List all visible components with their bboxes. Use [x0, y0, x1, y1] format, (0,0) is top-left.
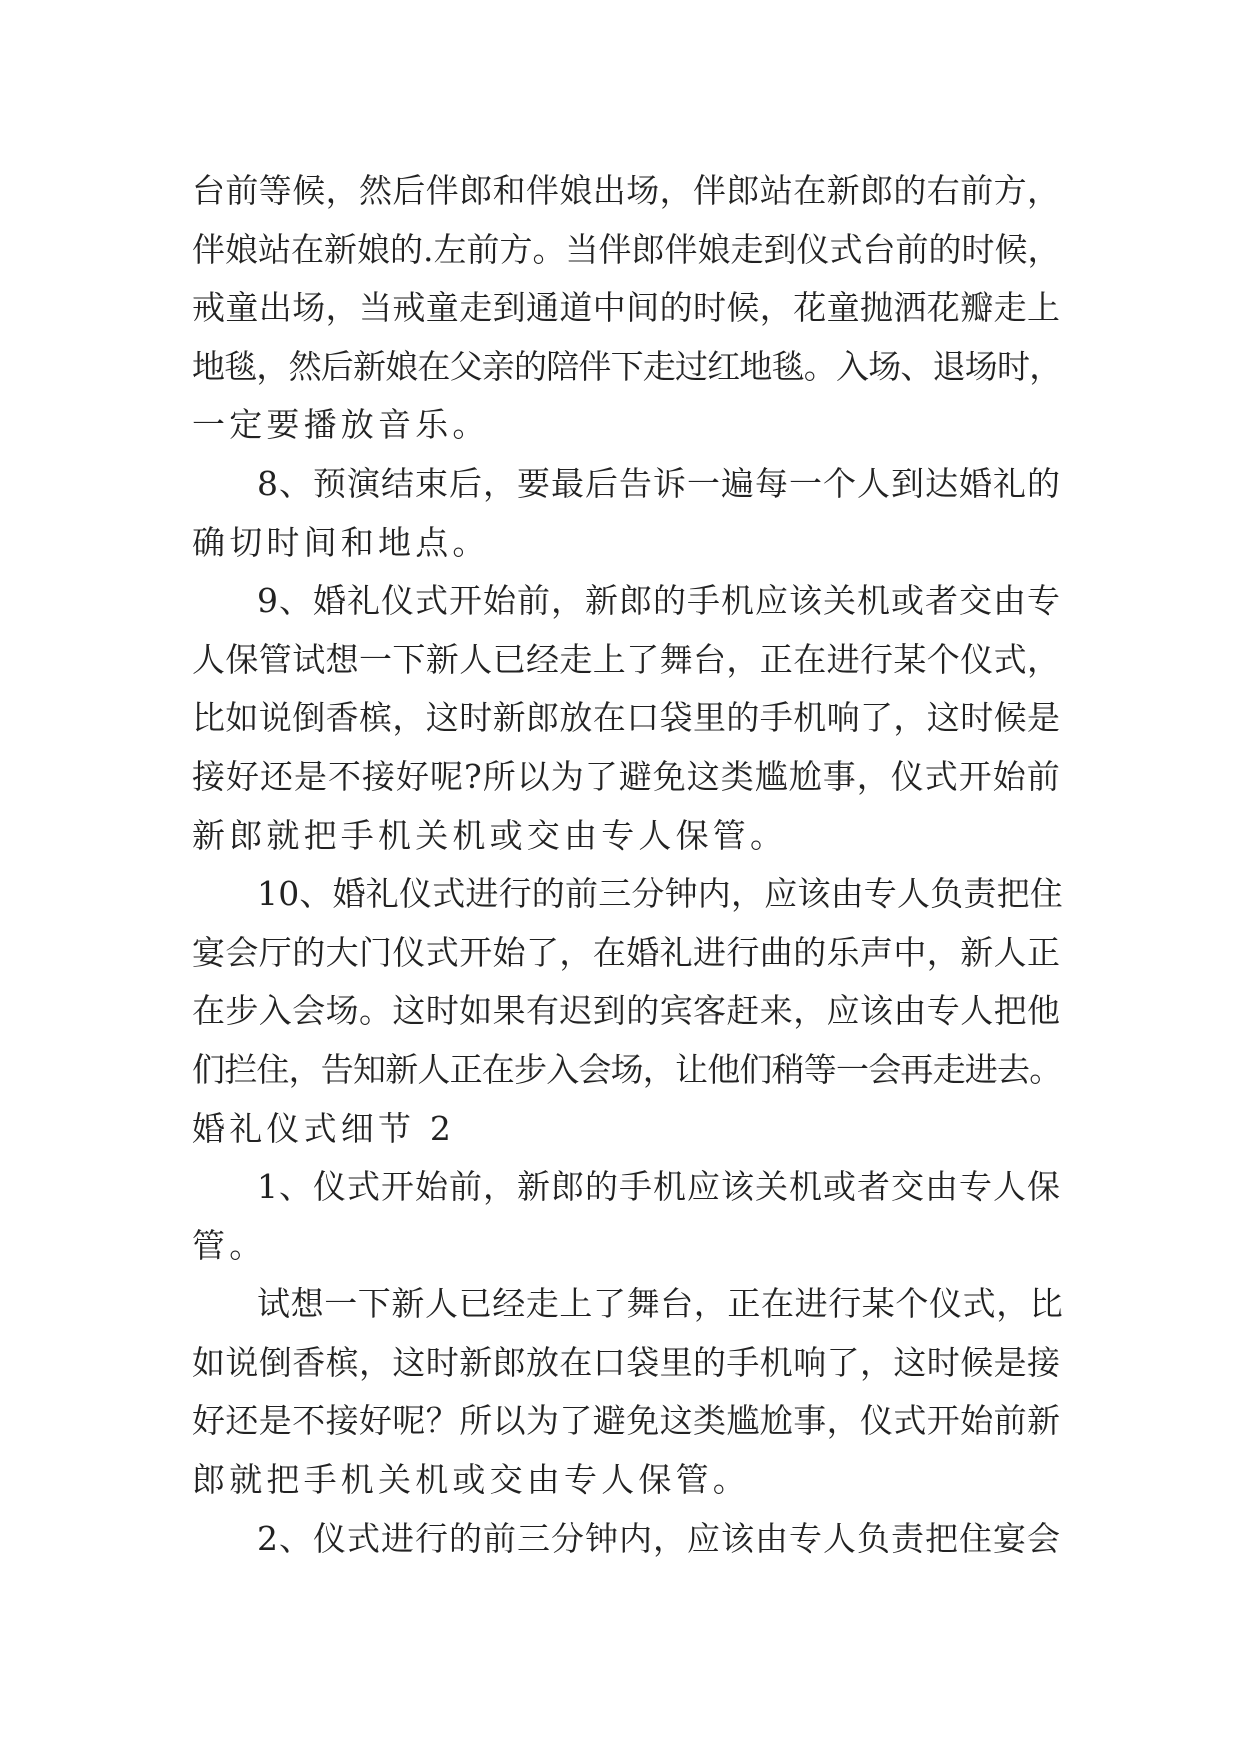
text-line: 接好还是不接好呢?所以为了避免这类尴尬事，仪式开始前: [192, 756, 1061, 796]
text-line: 9、婚礼仪式开始前，新郎的手机应该关机或者交由专: [257, 581, 1061, 621]
text-line: 伴娘站在新娘的.左前方。当伴郎伴娘走到仪式台前的时候，: [192, 229, 1061, 269]
text-line: 10、婚礼仪式进行的前三分钟内，应该由专人负责把住: [257, 874, 1063, 914]
text-line: 好还是不接好呢？所以为了避免这类尴尬事，仪式开始前新: [192, 1401, 1061, 1441]
text-line: 婚礼仪式细节 2: [192, 1108, 456, 1148]
text-line: 人保管试想一下新人已经走上了舞台，正在进行某个仪式，: [192, 639, 1061, 679]
text-line: 管。: [192, 1225, 267, 1265]
text-line: 8、预演结束后，要最后告诉一遍每一个人到达婚礼的: [257, 463, 1061, 503]
text-line: 新郎就把手机关机或交由专人保管。: [192, 815, 788, 855]
text-line: 1、仪式开始前，新郎的手机应该关机或者交由专人保: [257, 1167, 1061, 1207]
text-line: 台前等候，然后伴郎和伴娘出场，伴郎站在新郎的右前方，: [192, 171, 1061, 210]
text-line: 郎就把手机关机或交由专人保管。: [192, 1460, 750, 1500]
text-line: 确切时间和地点。: [192, 522, 490, 562]
text-line: 一定要播放音乐。: [192, 405, 490, 445]
text-line: 地毯，然后新娘在父亲的陪伴下走过红地毯。入场、退场时，: [192, 346, 1062, 386]
text-line: 2、仪式进行的前三分钟内，应该由专人负责把住宴会: [257, 1518, 1061, 1558]
text-line: 比如说倒香槟，这时新郎放在口袋里的手机响了，这时候是: [192, 698, 1061, 738]
text-line: 在步入会场。这时如果有迟到的宾客赶来，应该由专人把他: [192, 991, 1061, 1031]
document-body: [192, 162, 1064, 1568]
text-line: 如说倒香槟，这时新郎放在口袋里的手机响了，这时候是接: [192, 1342, 1061, 1382]
text-line: 戒童出场，当戒童走到通道中间的时候，花童抛洒花瓣走上: [192, 288, 1061, 328]
text-line: 们拦住，告知新人正在步入会场，让他们稍等一会再走进去。: [192, 1049, 1062, 1089]
text-line: 宴会厅的大门仪式开始了，在婚礼进行曲的乐声中，新人正: [192, 932, 1061, 972]
text-line: 试想一下新人已经走上了舞台，正在进行某个仪式，比: [257, 1284, 1064, 1324]
